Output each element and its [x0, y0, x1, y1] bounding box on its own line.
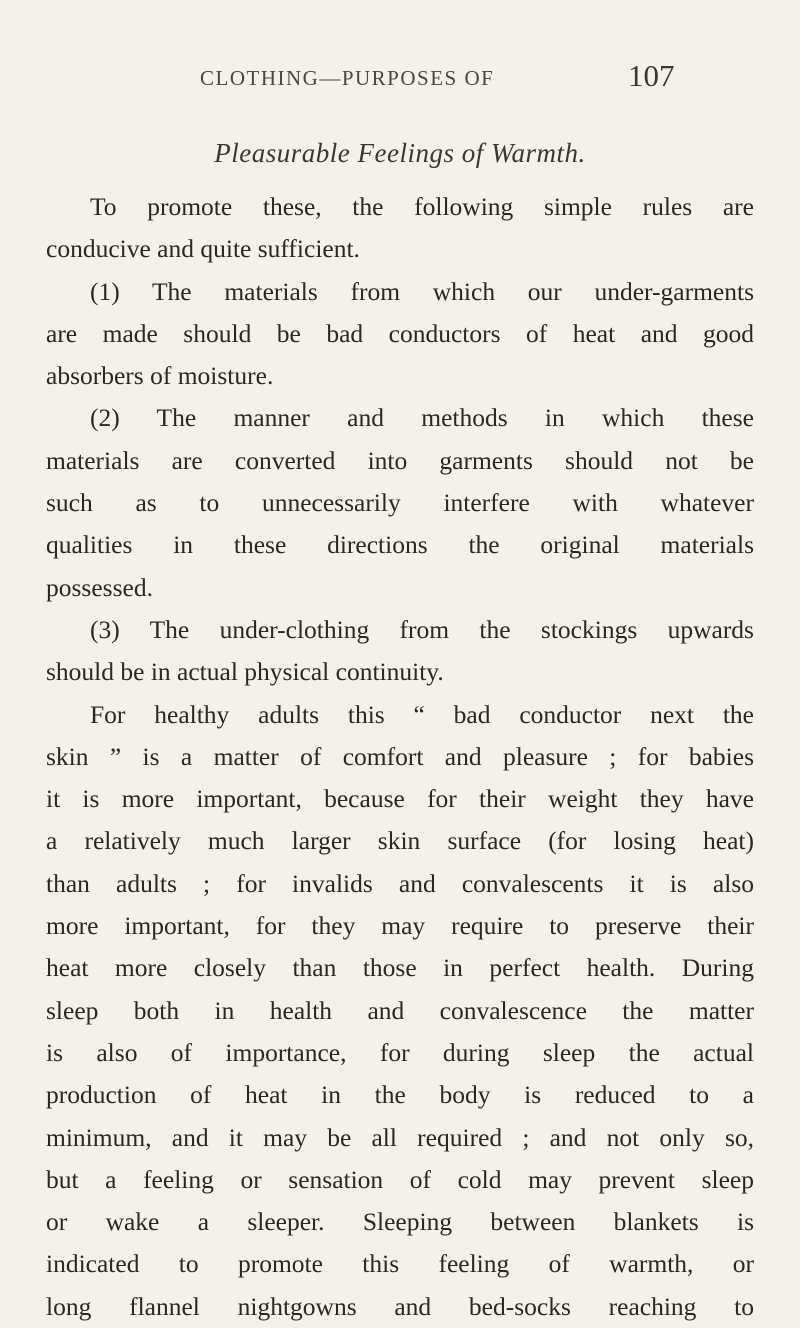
text-line: heat more closely than those in perfect health. During: [46, 953, 754, 983]
text-line: qualities in these directions the original materials: [46, 530, 754, 560]
text-line: long flannel nightgowns and bed-socks reaching to: [46, 1291, 754, 1321]
text-line: (3) The under-clothing from the stockings upwards: [90, 614, 754, 644]
text-line: absorbers of moisture.: [46, 361, 274, 391]
text-line: such as to unnecessarily interfere with whatever: [46, 488, 754, 518]
text-line: but a feeling or sensation of cold may prevent sleep: [46, 1164, 754, 1194]
text-line: conducive and quite sufficient.: [46, 234, 360, 264]
text-line: it is more important, because for their weight they have: [46, 784, 754, 814]
text-line: more important, for they may require to preserve their: [46, 911, 754, 941]
text-line: To promote these, the following simple rules are: [90, 192, 754, 221]
text-line: a relatively much larger skin surface (for losing heat): [46, 826, 754, 856]
text-line: or wake a sleeper. Sleeping between blankets is: [46, 1207, 754, 1237]
text-line: (1) The materials from which our under-garments: [90, 276, 754, 306]
running-header: [0, 58, 800, 98]
body-text: [46, 186, 754, 1328]
text-line: minimum, and it may be all required ; and not only so,: [46, 1122, 754, 1152]
text-line: than adults ; for invalids and convalescents it is also: [46, 868, 754, 898]
text-line: indicated to promote this feeling of warmth, or: [46, 1249, 754, 1279]
text-line: sleep both in health and convalescence the matter: [46, 995, 754, 1025]
text-line: should be in actual physical continuity.: [46, 657, 444, 687]
running-title: CLOTHING—PURPOSES OF: [200, 66, 495, 90]
text-line: are made should be bad conductors of heat and good: [46, 318, 754, 348]
section-title: Pleasurable Feelings of Warmth.: [214, 138, 586, 168]
text-line: production of heat in the body is reduced to a: [46, 1080, 754, 1110]
page-number: 107: [628, 58, 675, 93]
text-line: possessed.: [46, 572, 153, 602]
text-line: skin ” is a matter of comfort and pleasure ; for babies: [46, 741, 754, 771]
text-line: (2) The manner and methods in which these: [90, 403, 754, 433]
text-line: is also of importance, for during sleep the actual: [46, 1037, 754, 1067]
text-line: For healthy adults this “ bad conductor next the: [90, 699, 754, 729]
text-line: materials are converted into garments should not be: [46, 445, 754, 475]
